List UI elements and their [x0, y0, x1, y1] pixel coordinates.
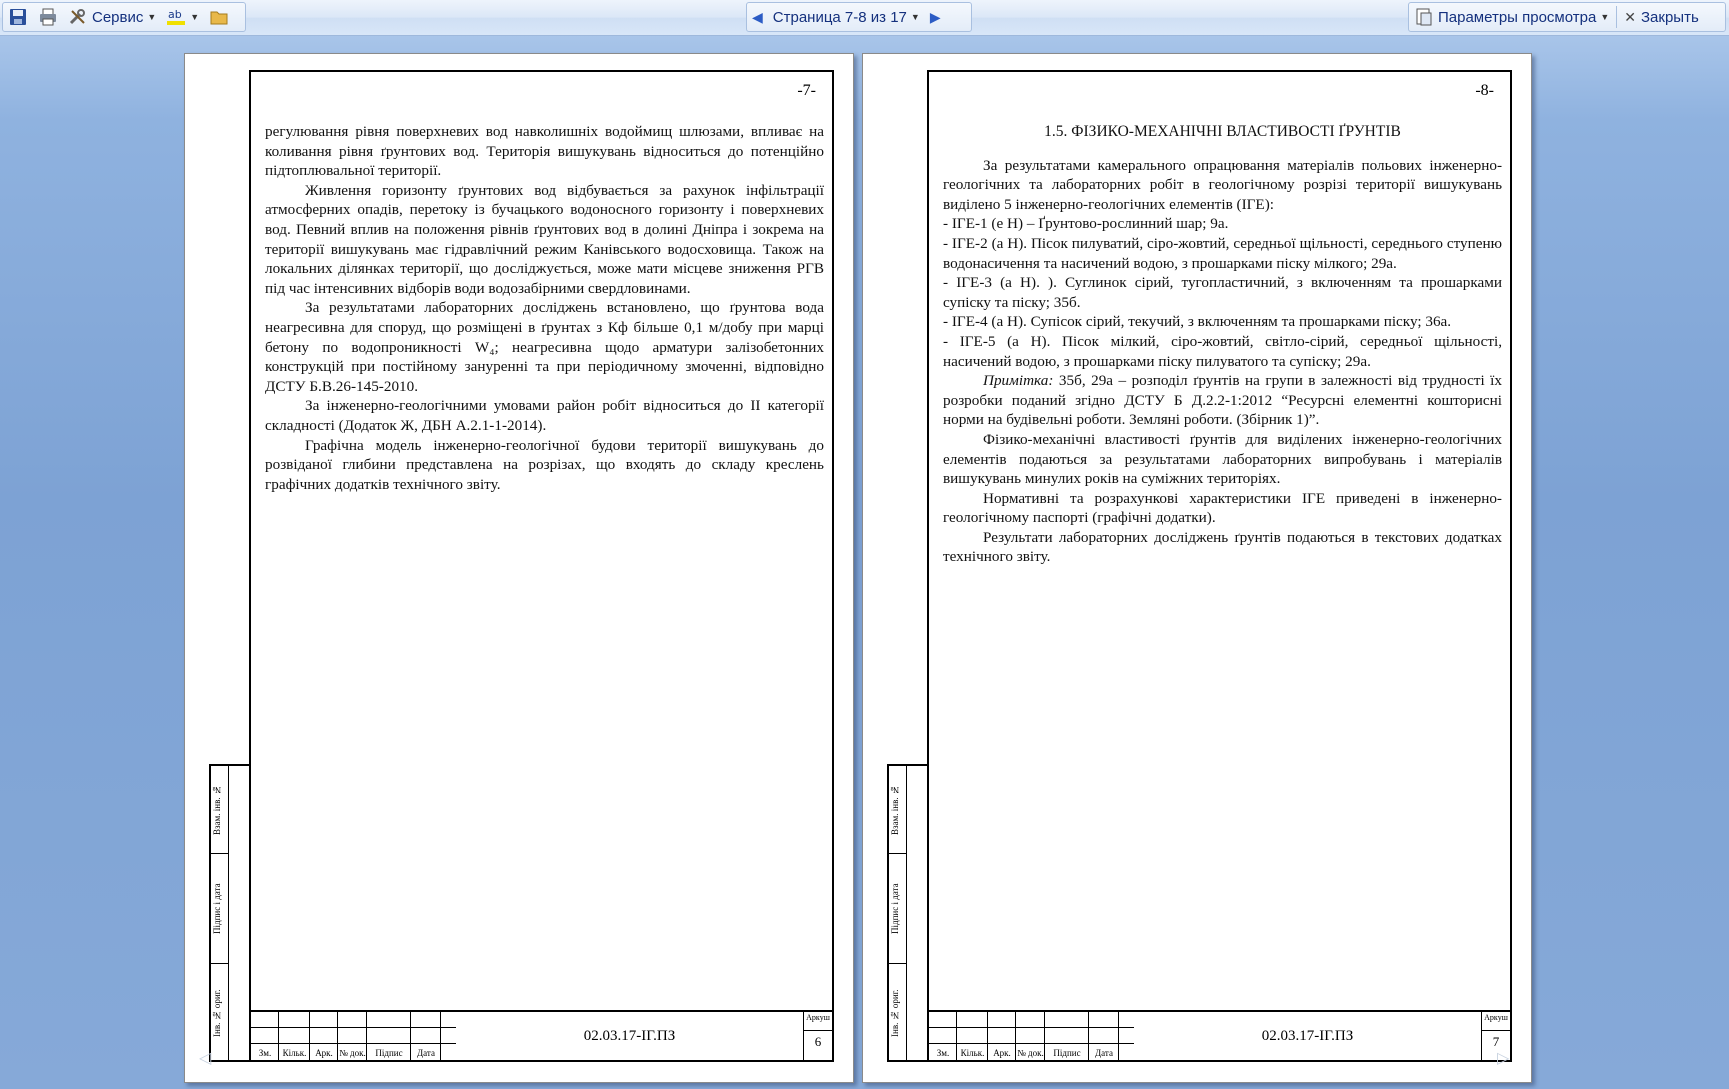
paragraph: Результати лабораторних досліджень ґрунтів подаються в текстових додатках технічного звіту. — [943, 528, 1502, 566]
sheet-label: Аркуш — [1482, 1013, 1510, 1031]
paragraph: Графічна модель інженерно-геологічної будови території вишукувань до розвіданої глибини представлена на розрізах, що входять до складу креслень графічних додатків технічного звіту. — [265, 436, 824, 493]
tb-label: Зм. — [258, 1048, 272, 1058]
tb-label: № док. — [339, 1048, 366, 1058]
tb-label: Арк. — [315, 1048, 333, 1058]
title-block-grid — [929, 1012, 1134, 1060]
page-indicator-dropdown[interactable] — [768, 4, 925, 30]
title-block-grid — [251, 1012, 456, 1060]
page-indicator: Страница 7-8 из 17 — [772, 8, 907, 26]
close-button[interactable] — [1619, 4, 1704, 30]
list-item: - ІГЕ-5 (a H). Пісок мілкий, сіро-жовтий, світло-сірий, середньої щільності, насичений водою, з прошарками піску пилуватого та супіску; 29а. — [943, 332, 1502, 370]
tb-label: Дата — [1095, 1048, 1113, 1058]
strip-label: Взам. інв. № — [212, 785, 222, 835]
paragraph: Нормативні та розрахункові характеристики ІГЕ приведені в інженерно-геологічному паспорті (графічні додатки). — [943, 489, 1502, 527]
tb-label: Кільк. — [282, 1048, 307, 1058]
document-designation: 02.03.17-ІГ.ПЗ — [456, 1012, 804, 1060]
paragraph: регулювання рівня поверхневих вод навколишніх водоймищ шлюзами, впливає на коливання рівня ґрунтових вод. Територія вишукувань відноситься до потенційно підтоплювальної території. — [265, 123, 824, 180]
document-designation: 02.03.17-ІГ.ПЗ — [1134, 1012, 1482, 1060]
print-button[interactable] — [33, 4, 63, 30]
strip-label: Підпис і дата — [890, 883, 900, 935]
side-stamp-strip — [209, 764, 249, 1062]
toolbar-separator — [1616, 6, 1617, 28]
tb-label: Арк. — [993, 1048, 1011, 1058]
side-stamp-strip — [887, 764, 927, 1062]
strip-label: Підпис і дата — [212, 883, 222, 935]
chevron-down-icon: ▼ — [190, 12, 200, 22]
page-navigation-group — [746, 2, 972, 32]
page-number-top: -8- — [1475, 82, 1494, 99]
sheet-label: Аркуш — [804, 1013, 832, 1031]
spellcheck-icon — [166, 7, 186, 27]
folder-icon — [209, 7, 229, 27]
save-button[interactable] — [3, 4, 33, 30]
next-page-button[interactable] — [925, 4, 946, 30]
page-corner-arrow-icon: ◁ — [199, 1050, 212, 1067]
note-paragraph — [943, 371, 1502, 430]
list-item: - ІГЕ-2 (a H). Пісок пилуватий, сіро-жовтий, середньої щільності, середнього ступеню водонасичення та насичений водою, з прошарками піску мілкого; 29а. — [943, 234, 1502, 272]
page-number-top: -7- — [797, 82, 816, 99]
paragraph: За результатами лабораторних досліджень встановлено, що ґрунтова вода неагресивна для споруд, що розміщені в ґрунтах з Кф більше 0,1 м/добу при марці бетону по водопроникності W₄; неагресивна щодо арматури залізобетонних конструкцій при постійному зануренні та при періодичному змоченні, відповідно ДСТУ Б.В.26-145-2010. — [265, 299, 824, 395]
page-corner-arrow-icon: ▷ — [1497, 1050, 1510, 1067]
list-item: - ІГЕ-1 (e H) – Ґрунтово-рослинний шар; 9а. — [943, 215, 1229, 233]
page-frame — [927, 70, 1512, 1062]
page-body-text — [943, 122, 1502, 567]
sheet-number: 7 — [1492, 1034, 1500, 1049]
note-text: 35б, 29а – розподіл ґрунтів на групи в залежності від трудності їх розробки поданий згідно ДСТУ Б Д.2.2-1:2012 “Ресурсні елементні кошторисні норми на будівельні роботи. Земляні роботи. (Збірник 1)”. — [943, 372, 1502, 429]
strip-label: Взам. інв. № — [890, 785, 900, 835]
service-menu-button[interactable] — [63, 4, 161, 30]
tb-label: Підпис — [375, 1048, 403, 1058]
page-frame — [249, 70, 834, 1062]
tb-label: Підпис — [1053, 1048, 1081, 1058]
title-block — [929, 1010, 1510, 1060]
section-heading: 1.5. ФІЗИКО-МЕХАНІЧНІ ВЛАСТИВОСТІ ҐРУНТІВ — [1044, 123, 1401, 140]
previous-page-button[interactable] — [747, 4, 768, 30]
note-label: Примітка: — [983, 372, 1054, 390]
close-label: Закрыть — [1640, 8, 1699, 26]
service-label: Сервис — [92, 8, 144, 26]
save-icon — [8, 7, 28, 27]
paragraph: Фізико-механічні властивості ґрунтів для виділених інженерно-геологічних елементів подаються за результатами лабораторних випробувань і матеріалів вишукувань минулих років на суміжних територіях. — [943, 430, 1502, 488]
arrow-right-icon: ▶ — [929, 8, 941, 25]
tb-label: Зм. — [936, 1048, 950, 1058]
title-block — [251, 1010, 832, 1060]
view-options-button[interactable] — [1409, 4, 1614, 30]
page-body-text — [265, 122, 824, 494]
tools-icon — [68, 7, 88, 27]
folder-button[interactable] — [204, 4, 234, 30]
toolbar-right-group — [1408, 2, 1726, 32]
view-options-label: Параметры просмотра — [1438, 8, 1597, 26]
paragraph: За результатами камерального опрацювання матеріалів польових інженерно-геологічних та лабораторних робіт в геологічному розрізі території вишукувань виділено 5 інженерно-геологічних елементів (ІГЕ): — [943, 156, 1502, 213]
preview-toolbar — [0, 0, 1729, 36]
chevron-down-icon: ▼ — [1600, 12, 1610, 22]
page-8 — [862, 53, 1532, 1083]
tb-label: № док. — [1017, 1048, 1044, 1058]
tb-label: Кільк. — [960, 1048, 985, 1058]
page-7 — [184, 53, 854, 1083]
chevron-down-icon: ▼ — [147, 12, 157, 22]
sheet-box — [804, 1012, 832, 1060]
sheet-number: 6 — [814, 1034, 822, 1049]
strip-label: Інв. № ориг. — [212, 989, 222, 1037]
spelling-button[interactable] — [161, 4, 204, 30]
list-item: - ІГЕ-4 (a H). Супісок сірий, текучий, з включенням та прошарками піску; 36а. — [943, 313, 1452, 331]
arrow-left-icon: ◀ — [752, 8, 763, 25]
svg-text:ab: ab — [168, 8, 183, 21]
toolbar-left-group — [2, 2, 246, 32]
strip-label: Інв. № ориг. — [890, 989, 900, 1037]
list-item: - ІГЕ-3 (a H). ). Суглинок сірий, тугопластичний, з включенням та прошарками супіску та піску; 35б. — [943, 274, 1502, 311]
close-icon: ✕ — [1624, 8, 1636, 25]
printer-icon — [38, 7, 58, 27]
tb-label: Дата — [417, 1048, 435, 1058]
paragraph: За інженерно-геологічними умовами район робіт відноситься до II категорії складності (Додаток Ж, ДБН А.2.1-1-2014). — [265, 397, 824, 434]
chevron-down-icon: ▼ — [910, 12, 920, 22]
view-options-icon — [1414, 7, 1434, 27]
paragraph: Живлення горизонту ґрунтових вод відбувається за рахунок інфільтрації атмосферних опадів, перетоку із бучацького водоносного горизонту і поверхневих вод. Певний вплив на положення рівнів ґрунтових вод в долині Дніпра і зокрема на території вишукувань має гідравлічний режим Канівського водосховища. Також на локальних ділянках території, що досліджується, може мати місцеве зниження РГВ під час інтенсивних відборів води водозабірними свердловинами. — [265, 181, 824, 297]
